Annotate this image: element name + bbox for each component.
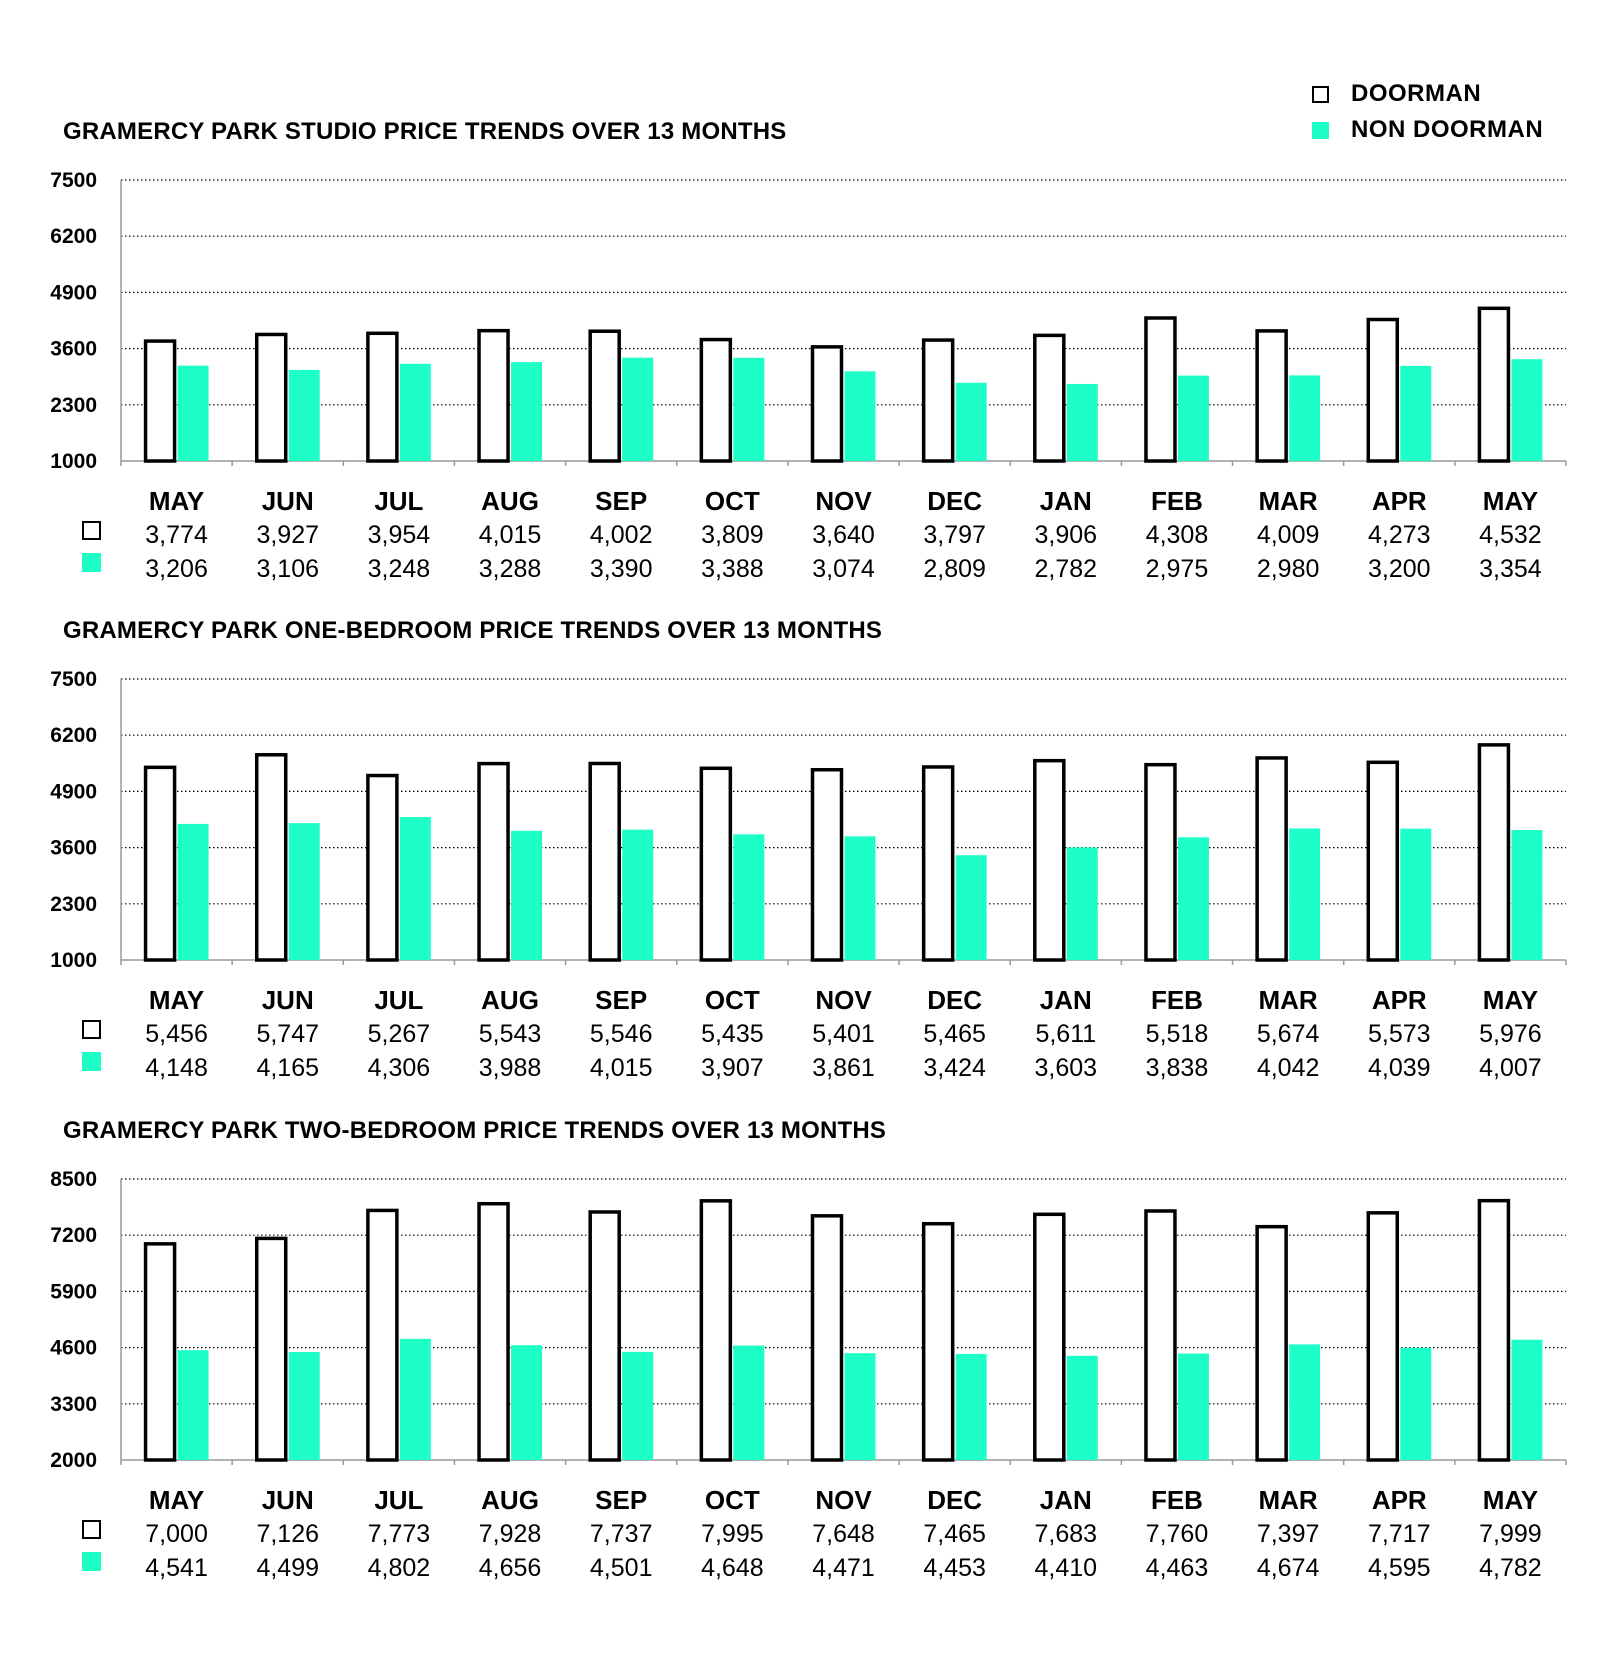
y-tick-label: 7500 bbox=[50, 668, 97, 691]
y-tick-label: 7200 bbox=[50, 1224, 97, 1248]
non-doorman-bar bbox=[1178, 837, 1209, 960]
x-category-label: SEP bbox=[595, 985, 648, 1015]
doorman-value-label: 3,640 bbox=[812, 521, 875, 549]
non-doorman-bar bbox=[622, 1352, 653, 1460]
non-doorman-bar bbox=[1289, 1344, 1320, 1460]
non-doorman-value-label: 3,206 bbox=[145, 555, 208, 583]
doorman-value-label: 5,267 bbox=[367, 1020, 431, 1048]
x-category-label: MAY bbox=[148, 1485, 205, 1515]
non-doorman-bar bbox=[400, 1339, 431, 1460]
x-category-label: MAY bbox=[1482, 985, 1539, 1015]
doorman-bar bbox=[1146, 765, 1175, 960]
x-category-label: DEC bbox=[927, 1485, 983, 1515]
x-category-label: JUL bbox=[374, 985, 424, 1015]
y-tick-label: 6200 bbox=[50, 724, 97, 748]
non-doorman-value-label: 3,907 bbox=[701, 1054, 764, 1082]
doorman-bar bbox=[813, 770, 842, 960]
doorman-value-label: 4,002 bbox=[589, 521, 653, 549]
doorman-row-icon bbox=[83, 522, 100, 539]
non-doorman-value-label: 3,106 bbox=[256, 555, 320, 583]
legend-swatch-doorman bbox=[1312, 86, 1329, 103]
non-doorman-bar bbox=[845, 371, 876, 461]
y-tick-label: 3300 bbox=[50, 1392, 97, 1416]
x-category-label: MAR bbox=[1258, 985, 1318, 1015]
non-doorman-value-label: 3,388 bbox=[701, 555, 764, 583]
doorman-value-label: 5,456 bbox=[145, 1020, 208, 1048]
y-tick-label: 8500 bbox=[50, 1168, 97, 1191]
x-category-label: FEB bbox=[1150, 486, 1203, 516]
x-category-label: NOV bbox=[815, 1485, 872, 1515]
legend-label-non-doorman: NON DOORMAN bbox=[1351, 116, 1544, 143]
non-doorman-value-label: 3,988 bbox=[478, 1054, 542, 1082]
non-doorman-bar bbox=[289, 823, 320, 960]
chart-title: GRAMERCY PARK STUDIO PRICE TRENDS OVER 13 MONTHS bbox=[63, 118, 787, 145]
doorman-value-label: 5,976 bbox=[1479, 1020, 1542, 1048]
x-category-label: MAY bbox=[148, 486, 205, 516]
studio-chart-plot bbox=[0, 118, 1600, 598]
non-doorman-value-label: 3,838 bbox=[1145, 1054, 1209, 1082]
doorman-bar bbox=[924, 1224, 953, 1460]
non-doorman-bar bbox=[1178, 1354, 1209, 1460]
x-category-label: APR bbox=[1371, 486, 1427, 516]
non-doorman-bar bbox=[622, 830, 653, 960]
non-doorman-value-label: 4,595 bbox=[1367, 1554, 1431, 1582]
y-tick-label: 2300 bbox=[50, 892, 97, 916]
y-tick-label: 5900 bbox=[50, 1280, 97, 1304]
two-bedroom-chart-plot bbox=[0, 1117, 1600, 1597]
non-doorman-value-label: 4,541 bbox=[145, 1554, 208, 1582]
y-tick-label: 1000 bbox=[50, 949, 97, 972]
non-doorman-value-label: 4,782 bbox=[1479, 1554, 1542, 1582]
non-doorman-value-label: 2,782 bbox=[1034, 555, 1098, 583]
doorman-bar bbox=[257, 1238, 286, 1460]
doorman-value-label: 7,737 bbox=[589, 1520, 653, 1548]
non-doorman-bar bbox=[1511, 830, 1542, 960]
doorman-value-label: 7,648 bbox=[812, 1520, 875, 1548]
non-doorman-value-label: 4,471 bbox=[812, 1554, 875, 1582]
non-doorman-bar bbox=[956, 383, 987, 461]
doorman-bar bbox=[257, 334, 286, 461]
doorman-value-label: 5,401 bbox=[812, 1020, 875, 1048]
non-doorman-bar bbox=[1511, 1340, 1542, 1460]
non-doorman-row-icon bbox=[82, 553, 101, 572]
x-category-label: MAR bbox=[1258, 1485, 1318, 1515]
doorman-value-label: 7,999 bbox=[1479, 1520, 1542, 1548]
doorman-value-label: 7,717 bbox=[1367, 1520, 1431, 1548]
non-doorman-value-label: 4,042 bbox=[1256, 1054, 1320, 1082]
doorman-value-label: 4,273 bbox=[1367, 521, 1431, 549]
non-doorman-value-label: 3,288 bbox=[478, 555, 542, 583]
doorman-value-label: 4,532 bbox=[1479, 521, 1542, 549]
doorman-value-label: 4,009 bbox=[1256, 521, 1320, 549]
doorman-bar bbox=[1368, 762, 1397, 960]
non-doorman-value-label: 4,015 bbox=[589, 1054, 653, 1082]
non-doorman-value-label: 4,410 bbox=[1034, 1554, 1098, 1582]
doorman-bar bbox=[146, 341, 175, 461]
doorman-bar bbox=[1035, 761, 1064, 960]
non-doorman-bar bbox=[178, 1350, 209, 1460]
doorman-bar bbox=[924, 767, 953, 960]
y-tick-label: 3600 bbox=[50, 836, 97, 860]
doorman-bar bbox=[479, 764, 508, 960]
y-tick-label: 2000 bbox=[50, 1449, 97, 1472]
x-category-label: FEB bbox=[1150, 985, 1203, 1015]
non-doorman-bar bbox=[1400, 829, 1431, 960]
doorman-bar bbox=[368, 776, 397, 960]
non-doorman-bar bbox=[1289, 828, 1320, 960]
x-category-label: AUG bbox=[481, 486, 539, 516]
doorman-bar bbox=[1146, 1211, 1175, 1460]
non-doorman-bar bbox=[400, 817, 431, 960]
x-category-label: NOV bbox=[815, 486, 872, 516]
doorman-value-label: 7,683 bbox=[1034, 1520, 1098, 1548]
non-doorman-bar bbox=[178, 824, 209, 960]
doorman-value-label: 3,954 bbox=[367, 521, 431, 549]
non-doorman-bar bbox=[1511, 359, 1542, 461]
legend-label-doorman: DOORMAN bbox=[1351, 80, 1482, 107]
non-doorman-value-label: 3,390 bbox=[589, 555, 653, 583]
doorman-bar bbox=[1257, 331, 1286, 461]
studio-chart-panel bbox=[0, 118, 1600, 598]
non-doorman-bar bbox=[289, 370, 320, 461]
non-doorman-bar bbox=[956, 1354, 987, 1460]
doorman-row-icon bbox=[83, 1021, 100, 1038]
x-category-label: APR bbox=[1371, 1485, 1427, 1515]
doorman-bar bbox=[1257, 1227, 1286, 1460]
doorman-value-label: 3,927 bbox=[256, 521, 320, 549]
non-doorman-value-label: 3,861 bbox=[812, 1054, 875, 1082]
doorman-bar bbox=[1368, 320, 1397, 461]
y-tick-label: 6200 bbox=[50, 225, 97, 249]
x-category-label: OCT bbox=[704, 1485, 760, 1515]
non-doorman-value-label: 4,165 bbox=[256, 1054, 320, 1082]
x-category-label: DEC bbox=[927, 985, 983, 1015]
y-tick-label: 1000 bbox=[50, 450, 97, 473]
non-doorman-value-label: 4,499 bbox=[256, 1554, 320, 1582]
doorman-bar bbox=[1479, 308, 1508, 461]
x-category-label: MAR bbox=[1258, 486, 1318, 516]
doorman-bar bbox=[146, 767, 175, 960]
y-tick-label: 3600 bbox=[50, 337, 97, 361]
non-doorman-bar bbox=[956, 855, 987, 960]
doorman-value-label: 5,611 bbox=[1035, 1020, 1097, 1048]
non-doorman-value-label: 4,306 bbox=[367, 1054, 431, 1082]
y-tick-label: 4900 bbox=[50, 780, 97, 804]
doorman-value-label: 5,518 bbox=[1145, 1020, 1209, 1048]
non-doorman-bar bbox=[1289, 375, 1320, 461]
doorman-value-label: 5,747 bbox=[256, 1020, 320, 1048]
x-category-label: AUG bbox=[481, 985, 539, 1015]
y-tick-label: 4600 bbox=[50, 1336, 97, 1360]
doorman-bar bbox=[1479, 745, 1508, 960]
doorman-bar bbox=[701, 1201, 730, 1460]
doorman-value-label: 5,543 bbox=[478, 1020, 542, 1048]
doorman-value-label: 7,126 bbox=[256, 1520, 320, 1548]
non-doorman-row-icon bbox=[82, 1552, 101, 1571]
doorman-bar bbox=[701, 768, 730, 960]
non-doorman-value-label: 3,354 bbox=[1479, 555, 1542, 583]
non-doorman-row-icon bbox=[82, 1052, 101, 1071]
chart-title: GRAMERCY PARK ONE-BEDROOM PRICE TRENDS OVER 13 MONTHS bbox=[63, 617, 883, 644]
doorman-value-label: 7,760 bbox=[1145, 1520, 1209, 1548]
doorman-value-label: 7,397 bbox=[1256, 1520, 1320, 1548]
x-category-label: MAY bbox=[1482, 486, 1539, 516]
doorman-row-icon bbox=[83, 1521, 100, 1538]
doorman-value-label: 5,546 bbox=[589, 1020, 653, 1048]
x-category-label: JUL bbox=[374, 1485, 424, 1515]
x-category-label: JUN bbox=[261, 486, 314, 516]
doorman-bar bbox=[146, 1244, 175, 1460]
x-category-label: MAY bbox=[1482, 1485, 1539, 1515]
doorman-value-label: 7,928 bbox=[478, 1520, 542, 1548]
doorman-value-label: 3,809 bbox=[701, 521, 764, 549]
x-category-label: MAY bbox=[148, 985, 205, 1015]
x-category-label: JAN bbox=[1039, 985, 1092, 1015]
x-category-label: APR bbox=[1371, 985, 1427, 1015]
non-doorman-bar bbox=[511, 1345, 542, 1460]
non-doorman-bar bbox=[733, 1346, 764, 1460]
doorman-bar bbox=[813, 347, 842, 461]
doorman-bar bbox=[1146, 318, 1175, 461]
doorman-value-label: 5,674 bbox=[1256, 1020, 1320, 1048]
doorman-bar bbox=[924, 340, 953, 461]
doorman-value-label: 7,465 bbox=[923, 1520, 986, 1548]
x-category-label: OCT bbox=[704, 486, 760, 516]
non-doorman-value-label: 2,809 bbox=[923, 555, 986, 583]
non-doorman-value-label: 3,424 bbox=[923, 1054, 986, 1082]
x-category-label: JUN bbox=[261, 985, 314, 1015]
non-doorman-value-label: 3,248 bbox=[367, 555, 431, 583]
x-category-label: JAN bbox=[1039, 1485, 1092, 1515]
non-doorman-bar bbox=[845, 836, 876, 960]
x-category-label: SEP bbox=[595, 486, 648, 516]
x-category-label: AUG bbox=[481, 1485, 539, 1515]
doorman-value-label: 3,797 bbox=[923, 521, 986, 549]
doorman-bar bbox=[590, 331, 619, 461]
non-doorman-bar bbox=[289, 1352, 320, 1460]
y-tick-label: 4900 bbox=[50, 281, 97, 305]
non-doorman-bar bbox=[511, 362, 542, 461]
doorman-bar bbox=[257, 755, 286, 960]
doorman-value-label: 7,773 bbox=[367, 1520, 431, 1548]
x-category-label: NOV bbox=[815, 985, 872, 1015]
x-category-label: JAN bbox=[1039, 486, 1092, 516]
x-category-label: JUN bbox=[261, 1485, 314, 1515]
non-doorman-bar bbox=[845, 1353, 876, 1460]
two-bedroom-chart-panel bbox=[0, 1117, 1600, 1597]
non-doorman-value-label: 3,200 bbox=[1367, 555, 1431, 583]
x-category-label: OCT bbox=[704, 985, 760, 1015]
doorman-bar bbox=[1257, 758, 1286, 960]
non-doorman-value-label: 4,648 bbox=[701, 1554, 764, 1582]
y-tick-label: 2300 bbox=[50, 393, 97, 417]
non-doorman-bar bbox=[1178, 376, 1209, 461]
doorman-bar bbox=[1035, 1214, 1064, 1460]
doorman-value-label: 5,435 bbox=[701, 1020, 764, 1048]
x-category-label: DEC bbox=[927, 486, 983, 516]
non-doorman-bar bbox=[178, 366, 209, 461]
non-doorman-value-label: 3,603 bbox=[1034, 1054, 1098, 1082]
non-doorman-value-label: 4,148 bbox=[145, 1054, 208, 1082]
doorman-bar bbox=[813, 1216, 842, 1460]
doorman-value-label: 7,000 bbox=[145, 1520, 208, 1548]
non-doorman-value-label: 4,802 bbox=[367, 1554, 431, 1582]
non-doorman-value-label: 4,656 bbox=[478, 1554, 542, 1582]
legend-item-doorman bbox=[1312, 76, 1543, 112]
doorman-bar bbox=[701, 340, 730, 461]
doorman-value-label: 5,465 bbox=[923, 1020, 986, 1048]
doorman-bar bbox=[479, 1204, 508, 1460]
x-category-label: JUL bbox=[374, 486, 424, 516]
non-doorman-bar bbox=[733, 358, 764, 461]
non-doorman-bar bbox=[1400, 366, 1431, 461]
non-doorman-bar bbox=[733, 834, 764, 960]
non-doorman-value-label: 4,039 bbox=[1367, 1054, 1431, 1082]
doorman-value-label: 7,995 bbox=[701, 1520, 764, 1548]
non-doorman-value-label: 4,674 bbox=[1256, 1554, 1320, 1582]
doorman-value-label: 3,906 bbox=[1034, 521, 1098, 549]
one-bedroom-chart-plot bbox=[0, 617, 1600, 1097]
non-doorman-bar bbox=[1067, 1356, 1098, 1460]
doorman-value-label: 5,573 bbox=[1367, 1020, 1431, 1048]
doorman-bar bbox=[368, 1210, 397, 1460]
non-doorman-bar bbox=[400, 364, 431, 461]
non-doorman-value-label: 4,007 bbox=[1479, 1054, 1542, 1082]
non-doorman-bar bbox=[1067, 847, 1098, 960]
non-doorman-bar bbox=[1067, 384, 1098, 461]
doorman-bar bbox=[590, 1212, 619, 1460]
doorman-bar bbox=[1479, 1201, 1508, 1460]
chart-title: GRAMERCY PARK TWO-BEDROOM PRICE TRENDS OVER 13 MONTHS bbox=[63, 1117, 887, 1144]
x-category-label: SEP bbox=[595, 1485, 648, 1515]
non-doorman-bar bbox=[511, 831, 542, 960]
x-category-label: FEB bbox=[1150, 1485, 1203, 1515]
doorman-bar bbox=[1368, 1213, 1397, 1460]
doorman-value-label: 3,774 bbox=[145, 521, 208, 549]
non-doorman-value-label: 2,980 bbox=[1256, 555, 1320, 583]
non-doorman-value-label: 3,074 bbox=[812, 555, 875, 583]
non-doorman-value-label: 2,975 bbox=[1145, 555, 1209, 583]
non-doorman-bar bbox=[622, 358, 653, 461]
doorman-bar bbox=[590, 763, 619, 960]
doorman-value-label: 4,015 bbox=[478, 521, 542, 549]
doorman-bar bbox=[479, 331, 508, 461]
non-doorman-value-label: 4,501 bbox=[589, 1554, 653, 1582]
y-tick-label: 7500 bbox=[50, 169, 97, 192]
doorman-value-label: 4,308 bbox=[1145, 521, 1209, 549]
non-doorman-bar bbox=[1400, 1348, 1431, 1460]
non-doorman-value-label: 4,463 bbox=[1145, 1554, 1209, 1582]
doorman-bar bbox=[1035, 335, 1064, 461]
non-doorman-value-label: 4,453 bbox=[923, 1554, 986, 1582]
one-bedroom-chart-panel bbox=[0, 617, 1600, 1097]
doorman-bar bbox=[368, 333, 397, 461]
